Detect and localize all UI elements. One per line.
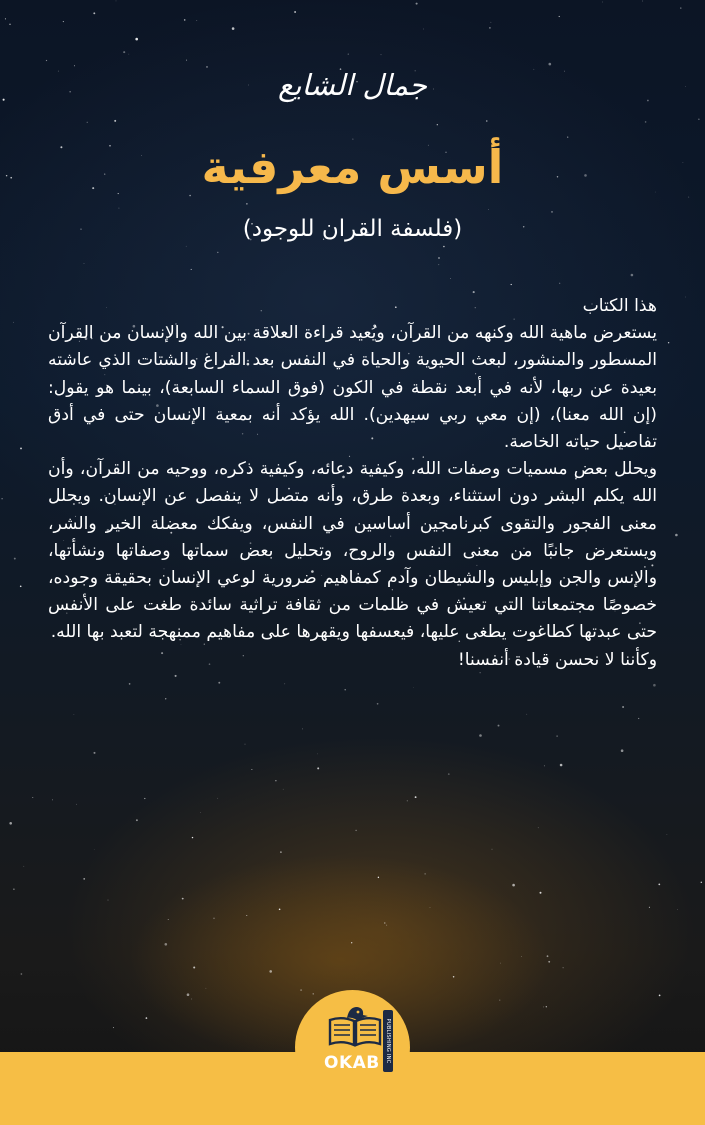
- star: [413, 687, 414, 688]
- star: [294, 11, 296, 13]
- star: [283, 789, 284, 790]
- star: [667, 834, 668, 835]
- star: [114, 120, 116, 122]
- star: [232, 27, 235, 30]
- star: [631, 274, 634, 277]
- star: [498, 725, 500, 727]
- star: [182, 898, 184, 900]
- star: [186, 246, 187, 247]
- book-bird-logo-icon: [327, 1004, 383, 1050]
- star: [675, 534, 678, 537]
- star: [107, 900, 108, 901]
- star: [499, 1000, 500, 1001]
- star: [189, 195, 191, 197]
- star: [9, 24, 10, 25]
- star: [653, 684, 656, 687]
- star: [165, 943, 168, 946]
- publisher-tagline: PUBLISHING INC: [385, 1018, 391, 1064]
- star: [386, 925, 387, 926]
- star: [701, 882, 702, 883]
- star: [136, 819, 138, 821]
- star: [93, 12, 95, 14]
- star: [416, 3, 418, 5]
- blurb-paragraph-3: وكأننا لا نحسن قيادة أنفسنا!: [457, 649, 657, 670]
- star: [84, 263, 85, 264]
- star: [549, 63, 552, 66]
- star: [245, 744, 246, 745]
- star: [217, 252, 218, 253]
- star: [430, 907, 431, 908]
- star: [63, 21, 64, 22]
- star: [251, 769, 252, 770]
- star: [269, 970, 272, 973]
- star: [300, 989, 302, 991]
- star: [76, 804, 77, 805]
- star: [407, 801, 408, 802]
- star: [486, 120, 487, 121]
- star: [645, 121, 647, 123]
- star: [540, 892, 542, 894]
- star: [659, 995, 661, 997]
- star: [344, 689, 345, 690]
- star: [129, 683, 131, 685]
- star: [443, 246, 445, 248]
- star: [52, 800, 53, 801]
- star: [94, 849, 95, 850]
- star: [20, 447, 22, 449]
- star: [638, 718, 639, 719]
- star: [123, 51, 125, 53]
- star: [448, 773, 450, 775]
- star: [74, 714, 75, 715]
- star: [544, 766, 545, 767]
- star: [206, 988, 207, 989]
- star: [144, 798, 145, 799]
- star: [621, 749, 624, 752]
- star: [688, 197, 689, 198]
- star: [21, 973, 23, 975]
- star: [538, 827, 539, 828]
- star: [453, 976, 455, 978]
- star: [184, 19, 186, 21]
- star: [9, 822, 12, 825]
- star: [521, 956, 522, 957]
- star: [563, 967, 564, 968]
- star: [165, 698, 166, 699]
- star: [438, 264, 439, 265]
- star: [423, 29, 424, 30]
- star: [13, 888, 15, 890]
- star: [438, 257, 440, 259]
- star: [668, 342, 669, 343]
- star: [196, 20, 197, 21]
- star: [642, 1, 643, 2]
- star: [116, 1, 117, 2]
- star: [488, 209, 489, 210]
- star: [491, 22, 492, 23]
- publisher-tagline-tab: [383, 1010, 393, 1072]
- star: [217, 798, 218, 799]
- star: [32, 797, 33, 798]
- star: [5, 18, 6, 19]
- book-subtitle: (فلسفة القران للوجود): [242, 216, 463, 242]
- star: [317, 754, 318, 755]
- blurb-text: [48, 293, 657, 674]
- star: [191, 269, 192, 270]
- star: [187, 993, 190, 996]
- star: [20, 586, 22, 588]
- author-name: جمال الشايع: [278, 68, 427, 102]
- star: [546, 1006, 547, 1007]
- star: [381, 54, 382, 55]
- star: [556, 735, 557, 736]
- blurb-paragraph-2: ويحلل بعض مسميات وصفات الله، وكيفية دعائه، وكيفية ذكره، ووحيه من القرآن، وأن الله يكلم البشر دون استثناء، وبعدة طرق، وأنه متصل لا ينفصل عن الإنسان. ويحلل معنى الفجور والتقوى كبرنامجين أساسين في النفس، ويفكك معضلة الخير والشر، ويستعرض جانبًا من معنى النفس والروح، وتحليل بعض سماتها وصفاتها ونشأتها، والإنس والجن وإبليس والشيطان وآدم كمفاهيم ضرورية لوعي الإنسان بحقيقة وجوده، خصوصًا مجتمعاتنا التي تعيش في ظلمات من ثقافة تراثية سائدة طغت على الأنفس حتى عبدتها كطاغوت يطغى عليها، فيعسفها ويقهرها على مفاهيم ممنهجة لتعبد بها الله.: [48, 459, 657, 643]
- star: [46, 60, 47, 61]
- star: [479, 734, 482, 737]
- star: [317, 767, 319, 769]
- star: [23, 866, 24, 867]
- star: [1, 498, 2, 499]
- star: [14, 558, 16, 560]
- star: [559, 16, 560, 17]
- star: [83, 878, 85, 880]
- star: [246, 915, 247, 916]
- star: [425, 873, 426, 874]
- star: [113, 1027, 114, 1028]
- star: [302, 729, 303, 730]
- star: [275, 780, 276, 781]
- star: [559, 283, 560, 284]
- star: [135, 38, 138, 41]
- star: [384, 922, 385, 923]
- star: [622, 706, 624, 708]
- star: [313, 993, 314, 994]
- star: [192, 837, 193, 838]
- star: [685, 297, 686, 298]
- star: [348, 53, 349, 54]
- star: [200, 812, 201, 813]
- star: [489, 27, 491, 29]
- star: [186, 60, 187, 61]
- star: [548, 961, 550, 963]
- star: [193, 966, 195, 968]
- star: [492, 849, 493, 850]
- star: [511, 284, 512, 285]
- star: [93, 752, 95, 754]
- star: [500, 963, 501, 964]
- star: [567, 137, 568, 138]
- star: [87, 122, 88, 123]
- star: [175, 675, 177, 677]
- star: [118, 208, 119, 209]
- star: [74, 65, 75, 66]
- star: [284, 683, 285, 684]
- star: [512, 884, 515, 887]
- blurb-heading: هذا الكتاب: [582, 296, 657, 316]
- star: [378, 877, 379, 878]
- star: [13, 322, 14, 323]
- star: [168, 919, 169, 920]
- star: [450, 278, 451, 279]
- star: [658, 884, 660, 886]
- star: [547, 955, 549, 957]
- star: [437, 124, 438, 125]
- star: [279, 908, 281, 910]
- star: [280, 851, 282, 853]
- star: [602, 2, 603, 3]
- star: [677, 909, 678, 910]
- star: [680, 7, 681, 8]
- star: [698, 119, 699, 120]
- book-title: أسس معرفية: [201, 140, 504, 194]
- star: [551, 211, 553, 213]
- star: [218, 682, 220, 684]
- publisher-name: OKAB: [324, 1053, 380, 1073]
- star: [213, 917, 215, 919]
- star: [543, 1006, 544, 1007]
- star: [146, 1017, 148, 1019]
- star: [377, 703, 379, 705]
- star: [355, 830, 356, 831]
- star: [128, 54, 129, 55]
- star: [246, 203, 247, 204]
- star: [527, 714, 528, 715]
- blurb-paragraph-1: يستعرض ماهية الله وكنهه من القرآن، ويُعيد قراءة العلاقة بين الله والإنسان من القرآن المسطور والمنشور، لبعث الحيوية والحياة في النفس بعد الفراغ والشتات الذي عاشته بعيدة عن ربها، لأنه في أبعد نقطة في الكون (فوق السماء السابعة)، بينما هو يقول: (إن الله معنا)، (إن معي ربي سيهدين). الله يؤكد أنه بمعية الإنسان حتى في أدق تفاصيل حياته الخاصة.: [48, 323, 657, 453]
- star: [191, 999, 192, 1000]
- star: [351, 942, 352, 943]
- star: [560, 764, 563, 767]
- star: [415, 796, 417, 798]
- star: [649, 907, 650, 908]
